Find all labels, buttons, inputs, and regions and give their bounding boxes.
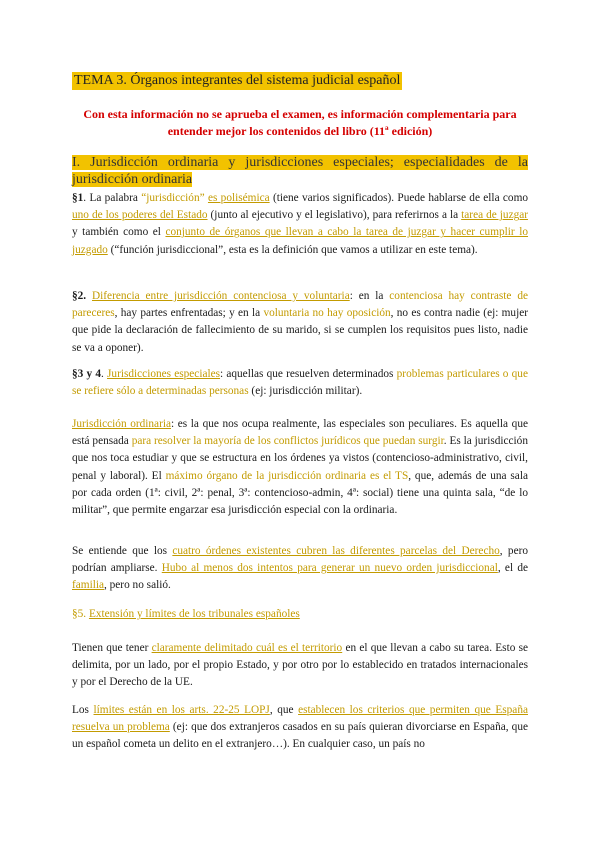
- section-heading: [72, 154, 528, 188]
- highlight: tarea de juzgar: [461, 209, 529, 222]
- paragraph-7: [72, 640, 528, 692]
- text: , pero podrían ampliarse.: [72, 545, 528, 575]
- highlight: establecen los criterios que permiten que España resuelva un problema: [72, 704, 528, 734]
- highlight: Hubo al menos dos intentos para generar un nuevo orden jurisdiccional: [161, 562, 498, 575]
- paragraph-4: [72, 416, 528, 519]
- highlight: Jurisdicción ordinaria: [72, 418, 171, 430]
- text: , que: [269, 704, 299, 716]
- highlight: Extensión y límites de los tribunales españoles: [88, 608, 300, 620]
- document-title: TEMA 3. Órganos integrantes del sistema judicial español: [74, 73, 401, 88]
- highlight: límites están en los arts. 22-25 LOPJ: [93, 704, 270, 716]
- text: Tienen que tener: [72, 642, 152, 654]
- highlight: contenciosa hay contraste de pareceres: [72, 290, 528, 320]
- paragraph-8: [72, 702, 528, 754]
- highlight: “jurisdicción”: [141, 192, 205, 204]
- highlight: uno de los poderes del Estado: [72, 209, 208, 222]
- text: , que, además de una sala por cada orden (1ª: civil, 2ª: penal, 3ª: contencioso-admin, 4ª: social) tiene una quinta sala, “de lo militar”, que permite engarzar esa jurisdicción especial con la ordinaria.: [72, 469, 528, 517]
- text: en el que llevan a cabo su tarea. Esto se delimita, por un lado, por el propio Estado, y por otro por lo establecido en tratados internacionales y por el Derecho de la UE.: [72, 642, 529, 689]
- text: (ej: jurisdicción militar).: [248, 385, 363, 398]
- text: y también como el: [72, 226, 166, 239]
- text: , pero no salió.: [104, 579, 171, 592]
- text: Los: [72, 704, 94, 716]
- highlight: conjunto de órganos que llevan a cabo la tarea de juzgar y hacer cumplir lo juzgado: [72, 226, 529, 256]
- paragraph-6: [72, 606, 528, 623]
- notice-text: Con esta información no se aprueba el examen, es información complementaria para entender mejor los contenidos del libro (11ª edición): [83, 107, 517, 138]
- paragraph-3: [72, 366, 528, 400]
- paragraph-5: [72, 543, 528, 595]
- section-marker: §2.: [72, 290, 87, 302]
- section-marker: §3 y 4: [72, 368, 101, 380]
- highlight: cuatro órdenes existentes cubren las diferentes parcelas del Derecho: [172, 545, 500, 557]
- text: .: [101, 368, 108, 380]
- highlight: familia: [72, 579, 104, 592]
- highlight: Jurisdicciones especiales: [107, 368, 221, 380]
- text: : es la que nos ocupa realmente, las especiales son peculiares. Es aquella que está pensada: [72, 418, 528, 448]
- highlight: máximo órgano de la jurisdicción ordinaria es el TS: [165, 469, 409, 482]
- highlight: es polisémica: [207, 192, 270, 204]
- highlight: voluntaria no hay oposición: [263, 307, 391, 320]
- text: , no es contra nadie (ej: mujer que pide la declaración de fallecimiento de su marido, si se cumplen los requisitos pues listo, nadie se va a oponer).: [72, 307, 528, 354]
- text: (tiene varios significados). Puede hablarse de ella como: [269, 192, 529, 204]
- text: , hay partes enfrentadas; y en la: [114, 307, 264, 320]
- text: : aquellas que resuelven determinados: [220, 368, 397, 380]
- text: (ej: que dos extranjeros casados en su país quieran divorciarse en España, que un español cometa un delito en el extranjero…). En cualquier caso, un país no: [72, 721, 528, 751]
- section-marker: §5.: [72, 608, 87, 620]
- section-heading-text: I. Jurisdicción ordinaria y jurisdicciones especiales; especialidades de la jurisdicción ordinaria: [72, 155, 528, 187]
- section-marker: §1: [72, 192, 84, 204]
- text: Se entiende que los: [72, 545, 173, 557]
- text: (junto al ejecutivo y el legislativo), para referirnos a la: [207, 209, 462, 222]
- highlight: para resolver la mayoría de los conflictos jurídicos que puedan surgir: [131, 435, 444, 448]
- text: . La palabra: [83, 192, 142, 204]
- paragraph-1: [72, 190, 528, 259]
- text: . Es la jurisdicción que nos toca estudiar y que se estructura en los órdenes ya vistos (contencioso-administrativo, civil, penal y laboral). El: [72, 435, 528, 482]
- highlight: claramente delimitado cuál es el territorio: [151, 642, 343, 654]
- paragraph-2: [72, 288, 528, 357]
- highlight: problemas particulares o que se refiere sólo a determinadas personas: [72, 368, 528, 398]
- text: : en la: [349, 290, 390, 302]
- highlight: Diferencia entre jurisdicción contenciosa y voluntaria: [92, 290, 350, 302]
- text: , el de: [497, 562, 528, 575]
- text: (“función jurisdiccional”, esta es la definición que vamos a utilizar en este tema).: [107, 243, 478, 256]
